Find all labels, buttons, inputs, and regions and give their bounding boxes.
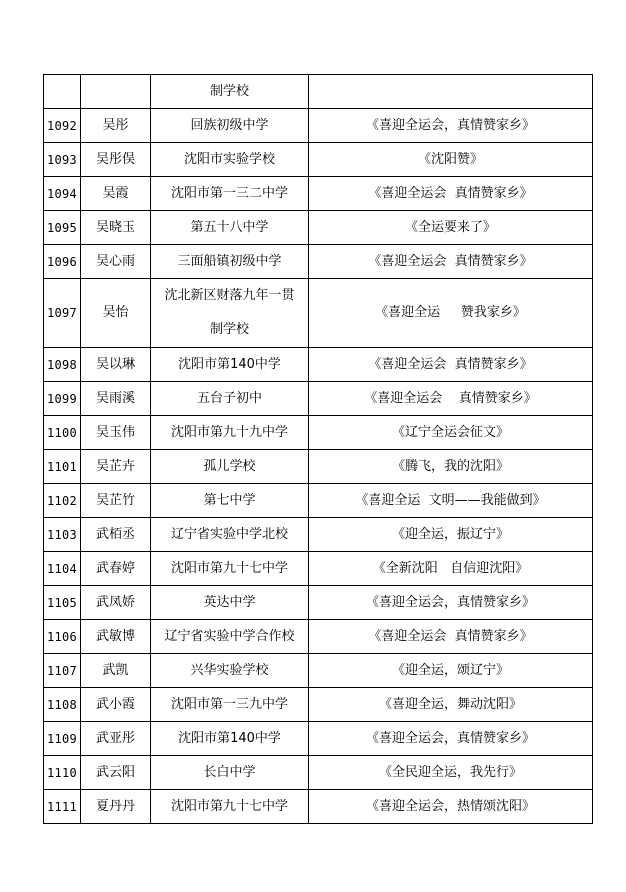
entry-title-cell: 《全运要来了》 bbox=[309, 211, 593, 245]
table-row bbox=[44, 722, 593, 756]
entry-name-cell: 武春婷 bbox=[81, 552, 151, 586]
entry-name-cell: 武栢丞 bbox=[81, 518, 151, 552]
entry-number-cell: 1109 bbox=[44, 722, 81, 756]
entry-number-cell: 1104 bbox=[44, 552, 81, 586]
entry-number-cell: 1095 bbox=[44, 211, 81, 245]
entries-table-body bbox=[44, 75, 593, 824]
entry-school-cell: 沈阳市第140中学 bbox=[151, 722, 309, 756]
table-row bbox=[44, 518, 593, 552]
entry-number-cell: 1097 bbox=[44, 279, 81, 348]
entry-name-cell: 武凤娇 bbox=[81, 586, 151, 620]
entry-number-cell: 1099 bbox=[44, 382, 81, 416]
entry-school-cell: 辽宁省实验中学合作校 bbox=[151, 620, 309, 654]
entry-number-cell: 1110 bbox=[44, 756, 81, 790]
table-row bbox=[44, 790, 593, 824]
entry-name-cell: 吴晓玉 bbox=[81, 211, 151, 245]
entry-title-cell: 《辽宁全运会征文》 bbox=[309, 416, 593, 450]
entry-school-cell: 第七中学 bbox=[151, 484, 309, 518]
table-row bbox=[44, 688, 593, 722]
entry-school-cell: 沈阳市第一三九中学 bbox=[151, 688, 309, 722]
entry-title-cell: 《喜迎全运会 真情赞家乡》 bbox=[309, 620, 593, 654]
entry-name-cell: 武亚彤 bbox=[81, 722, 151, 756]
entry-name-cell: 吴彤 bbox=[81, 109, 151, 143]
table-row bbox=[44, 245, 593, 279]
entry-title-cell bbox=[309, 75, 593, 109]
entry-name-cell bbox=[81, 75, 151, 109]
table-row bbox=[44, 450, 593, 484]
entry-name-cell: 吴彤俣 bbox=[81, 143, 151, 177]
entry-school-cell bbox=[151, 279, 309, 348]
table-row bbox=[44, 382, 593, 416]
entry-number-cell: 1100 bbox=[44, 416, 81, 450]
entry-number-cell: 1098 bbox=[44, 348, 81, 382]
table-row bbox=[44, 654, 593, 688]
entry-school-cell: 五台子初中 bbox=[151, 382, 309, 416]
entry-name-cell: 吴怡 bbox=[81, 279, 151, 348]
entry-title-cell: 《腾飞，我的沈阳》 bbox=[309, 450, 593, 484]
entry-number-cell: 1093 bbox=[44, 143, 81, 177]
entry-title-cell: 《沈阳赞》 bbox=[309, 143, 593, 177]
entry-title-cell: 《喜迎全运会，热情颂沈阳》 bbox=[309, 790, 593, 824]
entry-name-cell: 武云阳 bbox=[81, 756, 151, 790]
entry-name-cell: 武凯 bbox=[81, 654, 151, 688]
entry-title-cell: 《喜迎全运会 真情赞家乡》 bbox=[309, 348, 593, 382]
table-row bbox=[44, 620, 593, 654]
entry-number-cell: 1105 bbox=[44, 586, 81, 620]
entry-school-cell: 三面船镇初级中学 bbox=[151, 245, 309, 279]
entry-school-cell: 辽宁省实验中学北校 bbox=[151, 518, 309, 552]
entry-school-cell: 兴华实验学校 bbox=[151, 654, 309, 688]
table-row-continuation bbox=[44, 75, 593, 109]
entry-school-cell: 沈阳市第九十七中学 bbox=[151, 552, 309, 586]
entry-name-cell: 武敏博 bbox=[81, 620, 151, 654]
table-row bbox=[44, 279, 593, 348]
entry-school-cell: 制学校 bbox=[151, 75, 309, 109]
entry-name-cell: 吴霞 bbox=[81, 177, 151, 211]
entry-school-cell: 沈阳市第一三二中学 bbox=[151, 177, 309, 211]
entry-title-cell: 《迎全运，振辽宁》 bbox=[309, 518, 593, 552]
entry-title-cell: 《喜迎全运会，真情赞家乡》 bbox=[309, 722, 593, 756]
entry-number-cell: 1094 bbox=[44, 177, 81, 211]
entry-title-cell: 《喜迎全运 赞我家乡》 bbox=[309, 279, 593, 348]
entry-title-cell: 《喜迎全运会，真情赞家乡》 bbox=[309, 586, 593, 620]
table-row bbox=[44, 484, 593, 518]
entry-title-cell: 《喜迎全运会 真情赞家乡》 bbox=[309, 382, 593, 416]
entry-number-cell: 1101 bbox=[44, 450, 81, 484]
entry-name-cell: 夏丹丹 bbox=[81, 790, 151, 824]
entry-number-cell: 1106 bbox=[44, 620, 81, 654]
entry-name-cell: 吴雨溪 bbox=[81, 382, 151, 416]
entry-number-cell: 1096 bbox=[44, 245, 81, 279]
entry-name-cell: 武小霞 bbox=[81, 688, 151, 722]
entry-number-cell: 1102 bbox=[44, 484, 81, 518]
entry-number-cell: 1108 bbox=[44, 688, 81, 722]
entry-title-cell: 《喜迎全运会 真情赞家乡》 bbox=[309, 177, 593, 211]
entry-title-cell: 《全新沈阳 自信迎沈阳》 bbox=[309, 552, 593, 586]
entry-title-cell: 《喜迎全运会，真情赞家乡》 bbox=[309, 109, 593, 143]
entry-school-cell: 第五十八中学 bbox=[151, 211, 309, 245]
entry-school-cell: 沈阳市实验学校 bbox=[151, 143, 309, 177]
entry-school-cell: 沈阳市第九十七中学 bbox=[151, 790, 309, 824]
entry-school-line: 制学校 bbox=[209, 322, 249, 337]
entry-number-cell: 1111 bbox=[44, 790, 81, 824]
entry-name-cell: 吴以琳 bbox=[81, 348, 151, 382]
entry-title-cell: 《喜迎全运，舞动沈阳》 bbox=[309, 688, 593, 722]
table-row bbox=[44, 177, 593, 211]
table-row bbox=[44, 756, 593, 790]
entry-school-cell: 孤儿学校 bbox=[151, 450, 309, 484]
table-row bbox=[44, 211, 593, 245]
table-row bbox=[44, 416, 593, 450]
table-row bbox=[44, 552, 593, 586]
entry-school-cell: 沈阳市第140中学 bbox=[151, 348, 309, 382]
entry-school-cell: 英达中学 bbox=[151, 586, 309, 620]
table-row bbox=[44, 586, 593, 620]
entry-school-cell: 长白中学 bbox=[151, 756, 309, 790]
entry-school-cell: 沈阳市第九十九中学 bbox=[151, 416, 309, 450]
entry-name-cell: 吴心雨 bbox=[81, 245, 151, 279]
entry-number-cell: 1103 bbox=[44, 518, 81, 552]
entry-school-cell: 回族初级中学 bbox=[151, 109, 309, 143]
entry-name-cell: 吴玉伟 bbox=[81, 416, 151, 450]
entries-table bbox=[43, 74, 593, 824]
entry-title-cell: 《全民迎全运，我先行》 bbox=[309, 756, 593, 790]
entry-school-line: 沈北新区财落九年一贯 bbox=[164, 288, 295, 303]
entry-number-cell bbox=[44, 75, 81, 109]
table-row bbox=[44, 143, 593, 177]
entry-title-cell: 《喜迎全运会 真情赞家乡》 bbox=[309, 245, 593, 279]
table-row bbox=[44, 348, 593, 382]
entry-number-cell: 1092 bbox=[44, 109, 81, 143]
entry-name-cell: 吴芷竹 bbox=[81, 484, 151, 518]
entry-number-cell: 1107 bbox=[44, 654, 81, 688]
table-row bbox=[44, 109, 593, 143]
entry-title-cell: 《喜迎全运 文明——我能做到》 bbox=[309, 484, 593, 518]
entry-title-cell: 《迎全运，颂辽宁》 bbox=[309, 654, 593, 688]
entry-name-cell: 吴芷卉 bbox=[81, 450, 151, 484]
